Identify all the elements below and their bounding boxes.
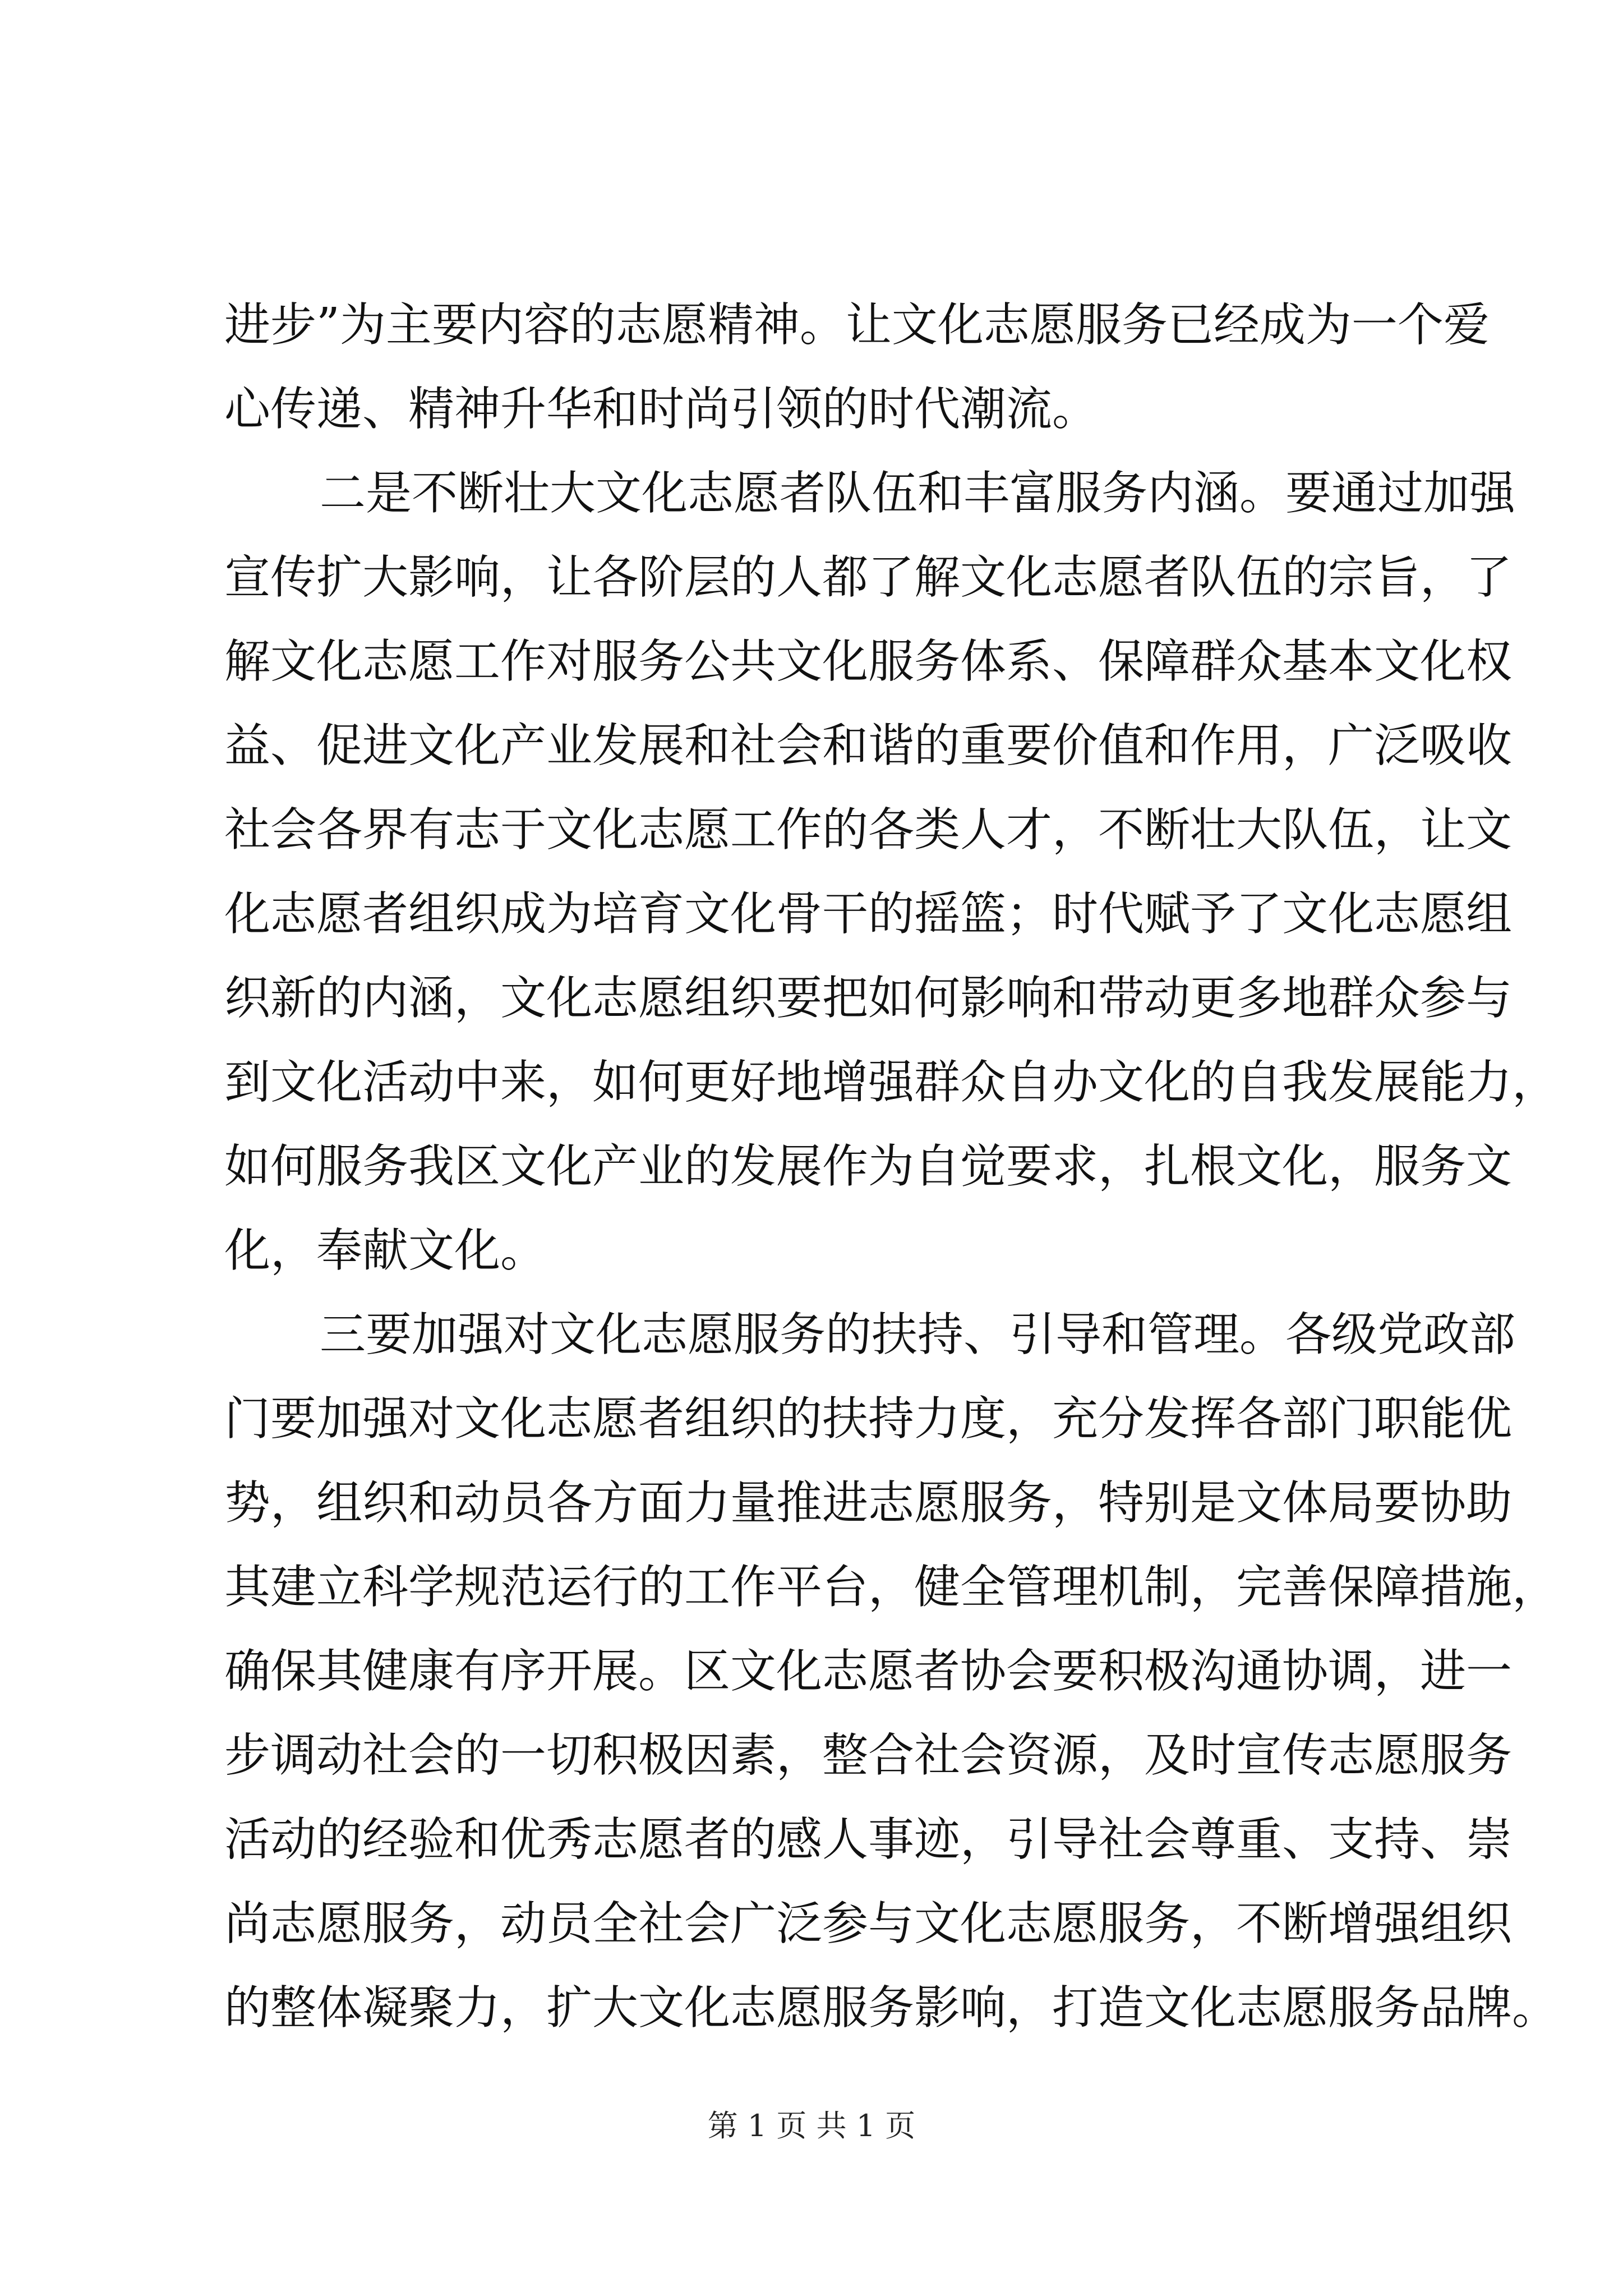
paragraph-line: 门要加强对文化志愿者组织的扶持力度，充分发挥各部门职能优 <box>224 1392 1513 1446</box>
paragraph-line: 二是不断壮大文化志愿者队伍和丰富服务内涵。要通过加强 <box>320 467 1516 520</box>
paragraph-line: 益、促进文化产业发展和社会和谐的重要价值和作用，广泛吸收 <box>224 719 1513 772</box>
paragraph-line: 三要加强对文化志愿服务的扶持、引导和管理。各级党政部 <box>320 1308 1516 1361</box>
paragraph-line: 到文化活动中来，如何更好地增强群众自办文化的自我发展能力， <box>224 1056 1559 1109</box>
paragraph-line: 活动的经验和优秀志愿者的感人事迹，引导社会尊重、支持、崇 <box>224 1813 1513 1866</box>
paragraph-line: 化，奉献文化。 <box>224 1224 547 1277</box>
page-footer <box>0 2106 1623 2146</box>
paragraph-line: 的整体凝聚力，扩大文化志愿服务影响，打造文化志愿服务品牌。 <box>224 1981 1559 2035</box>
paragraph-line: 如何服务我区文化产业的发展作为自觉要求，扎根文化，服务文 <box>224 1140 1513 1193</box>
paragraph-line: 化志愿者组织成为培育文化骨干的摇篮；时代赋予了文化志愿组 <box>224 887 1513 941</box>
paragraph-line: 心传递、精神升华和时尚引领的时代潮流。 <box>224 383 1099 436</box>
paragraph-line: 步调动社会的一切积极因素，整合社会资源，及时宣传志愿服务 <box>224 1729 1513 1782</box>
paragraph-line: 其建立科学规范运行的工作平台，健全管理机制，完善保障措施， <box>224 1561 1559 1614</box>
paragraph-line: 尚志愿服务，动员全社会广泛参与文化志愿服务，不断增强组织 <box>224 1897 1513 1950</box>
paragraph-line: 宣传扩大影响，让各阶层的人都了解文化志愿者队伍的宗旨，了 <box>224 551 1513 604</box>
paragraph-line: 确保其健康有序开展。区文化志愿者协会要积极沟通协调，进一 <box>224 1645 1513 1698</box>
paragraph-2 <box>224 452 1559 1293</box>
paragraph-line: 社会各界有志于文化志愿工作的各类人才，不断壮大队伍，让文 <box>224 803 1513 857</box>
document-body <box>224 283 1559 2050</box>
paragraph-1 <box>224 283 1490 452</box>
page-number-label: 第 1 页 共 1 页 <box>707 2108 916 2143</box>
paragraph-line: 进步”为主要内容的志愿精神。让文化志愿服务已经成为一个爱 <box>224 298 1490 352</box>
paragraph-3 <box>224 1293 1559 2050</box>
paragraph-line: 织新的内涵，文化志愿组织要把如何影响和带动更多地群众参与 <box>224 972 1513 1025</box>
paragraph-line: 解文化志愿工作对服务公共文化服务体系、保障群众基本文化权 <box>224 635 1513 688</box>
paragraph-line: 势，组织和动员各方面力量推进志愿服务，特别是文体局要协助 <box>224 1476 1513 1530</box>
